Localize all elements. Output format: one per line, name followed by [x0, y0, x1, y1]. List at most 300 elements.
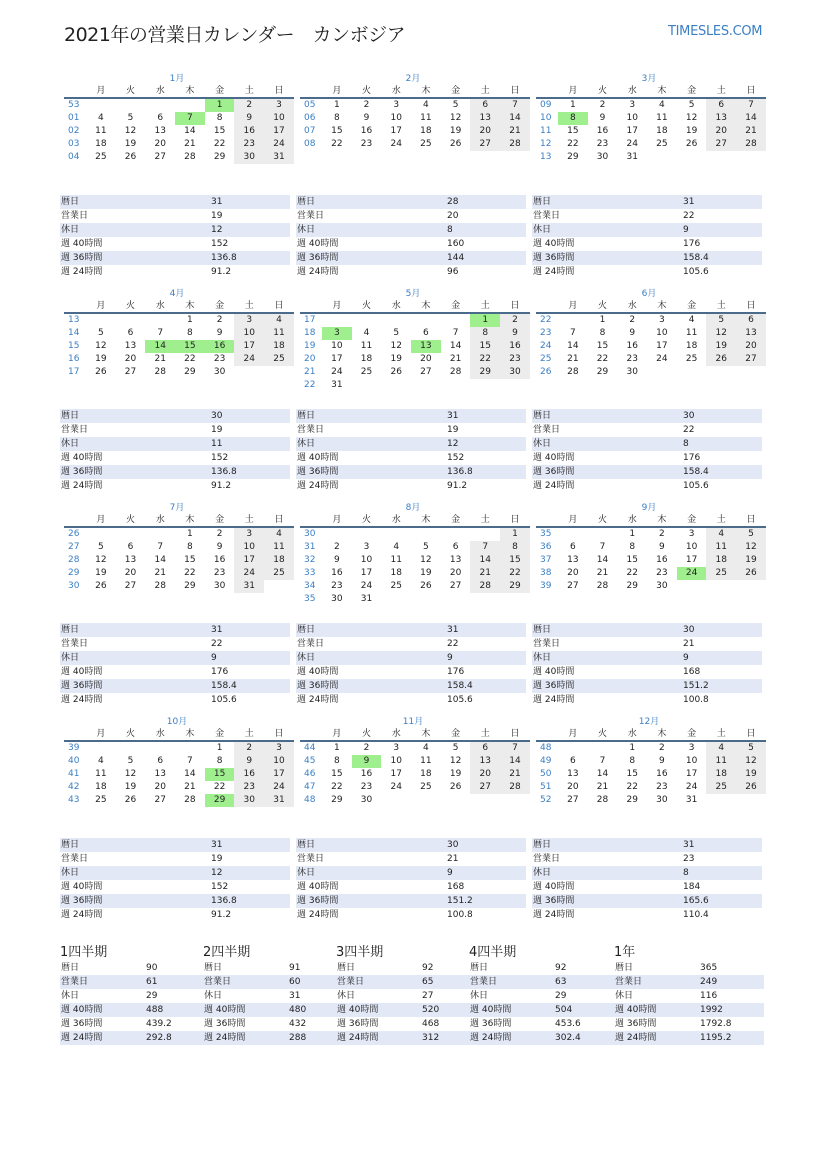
day-cell[interactable]: 26 — [420, 581, 432, 591]
day-cell[interactable]: 29 — [184, 581, 196, 591]
day-cell[interactable]: 9 — [659, 756, 665, 766]
day-cell[interactable]: 7 — [452, 328, 459, 338]
day-cell[interactable]: 6 — [569, 756, 576, 766]
day-cell[interactable]: 14 — [500, 755, 530, 768]
day-cell[interactable]: 13 — [449, 555, 462, 565]
day-cell[interactable]: 21 — [154, 568, 166, 578]
day-cell[interactable]: 12 — [124, 126, 137, 136]
day-cell[interactable]: 11 — [264, 327, 294, 340]
day-cell[interactable]: 3 — [393, 743, 400, 753]
day-cell[interactable]: 24 — [234, 567, 264, 580]
day-cell[interactable]: 25 — [706, 567, 736, 580]
day-cell[interactable]: 27 — [567, 795, 579, 805]
day-cell[interactable]: 15 — [567, 126, 579, 136]
day-cell[interactable]: 14 — [596, 769, 609, 779]
day-cell[interactable]: 11 — [656, 113, 668, 123]
day-cell[interactable]: 17 — [234, 554, 264, 567]
day-cell[interactable]: 18 — [706, 554, 736, 567]
day-cell[interactable]: 12 — [420, 555, 432, 565]
day-cell[interactable]: 24 — [331, 367, 343, 377]
day-cell[interactable]: 31 — [360, 594, 373, 604]
day-cell[interactable]: 2 — [599, 100, 606, 110]
day-cell[interactable]: 18 — [360, 354, 373, 364]
day-cell[interactable]: 13 — [567, 555, 579, 565]
day-cell[interactable]: 7 — [500, 99, 530, 112]
day-cell[interactable]: 22 — [470, 353, 500, 366]
day-cell[interactable]: 8 — [333, 113, 340, 123]
day-cell[interactable]: 1 — [500, 528, 530, 541]
day-cell[interactable]: 29 — [213, 152, 226, 162]
day-cell[interactable]: 26 — [124, 152, 137, 162]
day-cell[interactable]: 16 — [656, 769, 668, 779]
day-cell[interactable]: 13 — [736, 327, 766, 340]
day-cell[interactable]: 14 — [145, 340, 175, 353]
day-cell[interactable]: 28 — [736, 138, 766, 151]
day-cell[interactable]: 23 — [626, 354, 638, 364]
day-cell[interactable]: 30 — [213, 367, 226, 377]
day-cell[interactable]: 9 — [500, 327, 530, 340]
day-cell[interactable]: 5 — [97, 542, 104, 552]
day-cell[interactable]: 9 — [216, 328, 223, 338]
day-cell[interactable]: 27 — [124, 367, 137, 377]
day-cell[interactable]: 4 — [393, 542, 400, 552]
day-cell[interactable]: 22 — [626, 782, 638, 792]
day-cell[interactable]: 8 — [333, 756, 340, 766]
day-cell[interactable]: 15 — [596, 341, 609, 351]
day-cell[interactable]: 9 — [333, 555, 340, 565]
day-cell[interactable]: 9 — [234, 755, 264, 768]
day-cell[interactable]: 19 — [736, 554, 766, 567]
day-cell[interactable]: 11 — [706, 755, 736, 768]
day-cell[interactable]: 23 — [213, 354, 226, 364]
day-cell[interactable]: 12 — [685, 113, 698, 123]
day-cell[interactable]: 3 — [363, 542, 370, 552]
day-cell[interactable]: 15 — [331, 769, 343, 779]
day-cell[interactable]: 19 — [706, 340, 736, 353]
day-cell[interactable]: 21 — [567, 354, 579, 364]
day-cell[interactable]: 20 — [124, 568, 137, 578]
day-cell[interactable]: 23 — [360, 782, 373, 792]
day-cell[interactable]: 5 — [736, 528, 766, 541]
day-cell[interactable]: 13 — [154, 769, 166, 779]
day-cell[interactable]: 18 — [264, 554, 294, 567]
day-cell[interactable]: 15 — [175, 340, 205, 353]
day-cell[interactable]: 16 — [213, 555, 226, 565]
day-cell[interactable]: 7 — [736, 99, 766, 112]
day-cell[interactable]: 21 — [596, 782, 609, 792]
day-cell[interactable]: 31 — [331, 380, 343, 390]
day-cell[interactable]: 29 — [567, 152, 579, 162]
day-cell[interactable]: 7 — [157, 542, 164, 552]
day-cell[interactable]: 1 — [187, 529, 193, 539]
day-cell[interactable]: 30 — [213, 581, 226, 591]
day-cell[interactable]: 29 — [205, 794, 235, 807]
day-cell[interactable]: 24 — [656, 354, 668, 364]
day-cell[interactable]: 22 — [213, 782, 226, 792]
day-cell[interactable]: 31 — [264, 794, 294, 807]
day-cell[interactable]: 5 — [423, 542, 429, 552]
day-cell[interactable]: 28 — [449, 367, 462, 377]
day-cell[interactable]: 12 — [449, 113, 462, 123]
day-cell[interactable]: 6 — [157, 756, 164, 766]
day-cell[interactable]: 8 — [629, 756, 636, 766]
day-cell[interactable]: 17 — [264, 768, 294, 781]
day-cell[interactable]: 26 — [390, 367, 402, 377]
day-cell[interactable]: 19 — [736, 768, 766, 781]
day-cell[interactable]: 10 — [264, 755, 294, 768]
day-cell[interactable]: 19 — [449, 769, 462, 779]
day-cell[interactable]: 13 — [154, 126, 166, 136]
day-cell[interactable]: 4 — [659, 100, 665, 110]
day-cell[interactable]: 9 — [352, 755, 382, 768]
day-cell[interactable]: 31 — [626, 152, 638, 162]
day-cell[interactable]: 12 — [736, 541, 766, 554]
day-cell[interactable]: 7 — [599, 756, 606, 766]
day-cell[interactable]: 4 — [97, 113, 104, 123]
day-cell[interactable]: 6 — [470, 99, 500, 112]
day-cell[interactable]: 23 — [656, 782, 668, 792]
day-cell[interactable]: 15 — [626, 769, 638, 779]
day-cell[interactable]: 19 — [420, 568, 432, 578]
day-cell[interactable]: 2 — [659, 529, 665, 539]
day-cell[interactable]: 27 — [470, 138, 500, 151]
day-cell[interactable]: 13 — [411, 340, 441, 353]
day-cell[interactable]: 10 — [264, 112, 294, 125]
day-cell[interactable]: 19 — [124, 139, 137, 149]
day-cell[interactable]: 14 — [184, 126, 196, 136]
day-cell[interactable]: 24 — [264, 138, 294, 151]
day-cell[interactable]: 15 — [331, 126, 343, 136]
day-cell[interactable]: 14 — [184, 769, 196, 779]
day-cell[interactable]: 19 — [95, 354, 107, 364]
day-cell[interactable]: 8 — [187, 328, 193, 338]
day-cell[interactable]: 29 — [626, 795, 638, 805]
day-cell[interactable]: 20 — [124, 354, 137, 364]
day-cell[interactable]: 6 — [127, 328, 134, 338]
day-cell[interactable]: 16 — [234, 125, 264, 138]
day-cell[interactable]: 7 — [500, 742, 530, 755]
day-cell[interactable]: 3 — [322, 327, 352, 340]
day-cell[interactable]: 4 — [264, 528, 294, 541]
day-cell[interactable]: 11 — [95, 769, 107, 779]
day-cell[interactable]: 26 — [449, 139, 462, 149]
day-cell[interactable]: 11 — [360, 341, 373, 351]
day-cell[interactable]: 27 — [124, 581, 137, 591]
day-cell[interactable]: 17 — [685, 555, 698, 565]
day-cell[interactable]: 18 — [656, 126, 668, 136]
day-cell[interactable]: 10 — [360, 555, 373, 565]
day-cell[interactable]: 26 — [449, 782, 462, 792]
day-cell[interactable]: 24 — [234, 353, 264, 366]
day-cell[interactable]: 8 — [500, 541, 530, 554]
day-cell[interactable]: 21 — [736, 125, 766, 138]
day-cell[interactable]: 15 — [184, 555, 196, 565]
day-cell[interactable]: 12 — [736, 755, 766, 768]
day-cell[interactable]: 4 — [264, 314, 294, 327]
day-cell[interactable]: 20 — [567, 568, 579, 578]
day-cell[interactable]: 2 — [500, 314, 530, 327]
day-cell[interactable]: 24 — [390, 782, 402, 792]
day-cell[interactable]: 23 — [596, 139, 609, 149]
day-cell[interactable]: 3 — [688, 743, 695, 753]
day-cell[interactable]: 1 — [629, 743, 636, 753]
day-cell[interactable]: 2 — [333, 542, 340, 552]
day-cell[interactable]: 18 — [390, 568, 402, 578]
day-cell[interactable]: 18 — [706, 768, 736, 781]
day-cell[interactable]: 28 — [596, 581, 609, 591]
day-cell[interactable]: 7 — [599, 542, 606, 552]
day-cell[interactable]: 8 — [629, 542, 636, 552]
day-cell[interactable]: 10 — [331, 341, 343, 351]
day-cell[interactable]: 28 — [154, 367, 166, 377]
day-cell[interactable]: 16 — [596, 126, 609, 136]
day-cell[interactable]: 9 — [363, 113, 370, 123]
day-cell[interactable]: 3 — [264, 742, 294, 755]
day-cell[interactable]: 5 — [393, 328, 400, 338]
day-cell[interactable]: 8 — [216, 113, 223, 123]
day-cell[interactable]: 25 — [264, 353, 294, 366]
day-cell[interactable]: 19 — [124, 782, 137, 792]
day-cell[interactable]: 2 — [216, 315, 223, 325]
day-cell[interactable]: 10 — [390, 756, 402, 766]
day-cell[interactable]: 29 — [596, 367, 609, 377]
day-cell[interactable]: 7 — [470, 541, 500, 554]
day-cell[interactable]: 1 — [216, 743, 223, 753]
day-cell[interactable]: 1 — [470, 314, 500, 327]
day-cell[interactable]: 25 — [95, 152, 107, 162]
day-cell[interactable]: 17 — [234, 340, 264, 353]
day-cell[interactable]: 14 — [500, 112, 530, 125]
day-cell[interactable]: 22 — [596, 354, 609, 364]
day-cell[interactable]: 10 — [685, 756, 698, 766]
day-cell[interactable]: 22 — [500, 567, 530, 580]
day-cell[interactable]: 1 — [599, 315, 606, 325]
day-cell[interactable]: 24 — [360, 581, 373, 591]
day-cell[interactable]: 12 — [124, 769, 137, 779]
day-cell[interactable]: 25 — [656, 139, 668, 149]
day-cell[interactable]: 20 — [736, 340, 766, 353]
day-cell[interactable]: 28 — [596, 795, 609, 805]
day-cell[interactable]: 15 — [213, 126, 226, 136]
day-cell[interactable]: 28 — [500, 138, 530, 151]
day-cell[interactable]: 15 — [470, 340, 500, 353]
day-cell[interactable]: 4 — [423, 743, 429, 753]
day-cell[interactable]: 30 — [234, 794, 264, 807]
day-cell[interactable]: 26 — [736, 567, 766, 580]
day-cell[interactable]: 23 — [331, 581, 343, 591]
day-cell[interactable]: 1 — [333, 100, 340, 110]
day-cell[interactable]: 16 — [500, 340, 530, 353]
day-cell[interactable]: 25 — [390, 581, 402, 591]
day-cell[interactable]: 30 — [596, 152, 609, 162]
day-cell[interactable]: 12 — [95, 341, 107, 351]
day-cell[interactable]: 26 — [685, 139, 698, 149]
day-cell[interactable]: 4 — [423, 100, 429, 110]
day-cell[interactable]: 27 — [420, 367, 432, 377]
day-cell[interactable]: 13 — [470, 755, 500, 768]
day-cell[interactable]: 27 — [154, 795, 166, 805]
day-cell[interactable]: 4 — [363, 328, 370, 338]
day-cell[interactable]: 21 — [154, 354, 166, 364]
day-cell[interactable]: 9 — [216, 542, 223, 552]
day-cell[interactable]: 17 — [390, 769, 402, 779]
day-cell[interactable]: 16 — [626, 341, 638, 351]
day-cell[interactable]: 15 — [500, 554, 530, 567]
day-cell[interactable]: 23 — [656, 568, 668, 578]
day-cell[interactable]: 2 — [363, 100, 370, 110]
day-cell[interactable]: 14 — [449, 341, 462, 351]
day-cell[interactable]: 22 — [331, 139, 343, 149]
day-cell[interactable]: 4 — [688, 315, 695, 325]
day-cell[interactable]: 29 — [500, 580, 530, 593]
day-cell[interactable]: 1 — [629, 529, 636, 539]
day-cell[interactable]: 1 — [569, 100, 576, 110]
day-cell[interactable]: 27 — [567, 581, 579, 591]
day-cell[interactable]: 20 — [470, 768, 500, 781]
day-cell[interactable]: 1 — [205, 99, 235, 112]
day-cell[interactable]: 3 — [234, 314, 264, 327]
day-cell[interactable]: 3 — [264, 99, 294, 112]
day-cell[interactable]: 20 — [154, 782, 166, 792]
day-cell[interactable]: 5 — [706, 314, 736, 327]
day-cell[interactable]: 14 — [154, 555, 166, 565]
day-cell[interactable]: 11 — [420, 756, 432, 766]
day-cell[interactable]: 4 — [706, 742, 736, 755]
day-cell[interactable]: 21 — [184, 782, 196, 792]
day-cell[interactable]: 30 — [500, 366, 530, 379]
day-cell[interactable]: 30 — [656, 795, 668, 805]
day-cell[interactable]: 9 — [629, 328, 636, 338]
day-cell[interactable]: 31 — [685, 795, 698, 805]
day-cell[interactable]: 5 — [97, 328, 104, 338]
day-cell[interactable]: 16 — [205, 340, 235, 353]
day-cell[interactable]: 16 — [234, 768, 264, 781]
day-cell[interactable]: 8 — [599, 328, 606, 338]
day-cell[interactable]: 4 — [706, 528, 736, 541]
day-cell[interactable]: 7 — [157, 328, 164, 338]
day-cell[interactable]: 13 — [124, 341, 137, 351]
day-cell[interactable]: 6 — [452, 542, 459, 552]
day-cell[interactable]: 18 — [420, 126, 432, 136]
day-cell[interactable]: 17 — [331, 354, 343, 364]
day-cell[interactable]: 25 — [360, 367, 373, 377]
day-cell[interactable]: 21 — [470, 567, 500, 580]
day-cell[interactable]: 28 — [500, 781, 530, 794]
day-cell[interactable]: 26 — [706, 353, 736, 366]
day-cell[interactable]: 12 — [706, 327, 736, 340]
day-cell[interactable]: 27 — [470, 781, 500, 794]
day-cell[interactable]: 16 — [331, 568, 343, 578]
day-cell[interactable]: 29 — [626, 581, 638, 591]
day-cell[interactable]: 28 — [154, 581, 166, 591]
day-cell[interactable]: 18 — [95, 139, 107, 149]
day-cell[interactable]: 18 — [95, 782, 107, 792]
day-cell[interactable]: 3 — [393, 100, 400, 110]
day-cell[interactable]: 18 — [420, 769, 432, 779]
day-cell[interactable]: 17 — [656, 341, 668, 351]
day-cell[interactable]: 6 — [470, 742, 500, 755]
day-cell[interactable]: 5 — [452, 100, 459, 110]
day-cell[interactable]: 28 — [184, 152, 196, 162]
day-cell[interactable]: 29 — [331, 795, 343, 805]
day-cell[interactable]: 2 — [234, 99, 264, 112]
day-cell[interactable]: 21 — [596, 568, 609, 578]
day-cell[interactable]: 10 — [390, 113, 402, 123]
day-cell[interactable]: 16 — [360, 126, 373, 136]
day-cell[interactable]: 14 — [470, 554, 500, 567]
day-cell[interactable]: 28 — [470, 580, 500, 593]
day-cell[interactable]: 11 — [706, 541, 736, 554]
day-cell[interactable]: 22 — [184, 568, 196, 578]
day-cell[interactable]: 18 — [264, 340, 294, 353]
day-cell[interactable]: 11 — [390, 555, 402, 565]
day-cell[interactable]: 7 — [569, 328, 576, 338]
day-cell[interactable]: 6 — [157, 113, 164, 123]
day-cell[interactable]: 27 — [736, 353, 766, 366]
day-cell[interactable]: 20 — [420, 354, 432, 364]
day-cell[interactable]: 23 — [213, 568, 226, 578]
day-cell[interactable]: 12 — [390, 341, 402, 351]
day-cell[interactable]: 23 — [234, 781, 264, 794]
day-cell[interactable]: 3 — [659, 315, 665, 325]
day-cell[interactable]: 12 — [95, 555, 107, 565]
day-cell[interactable]: 27 — [449, 581, 462, 591]
day-cell[interactable]: 1 — [333, 743, 340, 753]
day-cell[interactable]: 5 — [688, 100, 695, 110]
day-cell[interactable]: 4 — [97, 756, 104, 766]
day-cell[interactable]: 10 — [234, 327, 264, 340]
day-cell[interactable]: 3 — [688, 529, 695, 539]
day-cell[interactable]: 22 — [184, 354, 196, 364]
day-cell[interactable]: 30 — [626, 367, 638, 377]
day-cell[interactable]: 20 — [706, 125, 736, 138]
day-cell[interactable]: 23 — [500, 353, 530, 366]
day-cell[interactable]: 17 — [360, 568, 373, 578]
day-cell[interactable]: 17 — [264, 125, 294, 138]
day-cell[interactable]: 6 — [569, 542, 576, 552]
day-cell[interactable]: 10 — [626, 113, 638, 123]
day-cell[interactable]: 27 — [154, 152, 166, 162]
day-cell[interactable]: 26 — [95, 581, 107, 591]
day-cell[interactable]: 28 — [184, 795, 196, 805]
day-cell[interactable]: 23 — [234, 138, 264, 151]
day-cell[interactable]: 7 — [187, 756, 193, 766]
day-cell[interactable]: 1 — [187, 315, 193, 325]
day-cell[interactable]: 5 — [736, 742, 766, 755]
day-cell[interactable]: 9 — [234, 112, 264, 125]
day-cell[interactable]: 13 — [567, 769, 579, 779]
day-cell[interactable]: 11 — [95, 126, 107, 136]
day-cell[interactable]: 19 — [390, 354, 402, 364]
day-cell[interactable]: 8 — [216, 756, 223, 766]
day-cell[interactable]: 21 — [500, 125, 530, 138]
day-cell[interactable]: 2 — [234, 742, 264, 755]
day-cell[interactable]: 31 — [264, 151, 294, 164]
day-cell[interactable]: 9 — [659, 542, 665, 552]
day-cell[interactable]: 6 — [706, 99, 736, 112]
day-cell[interactable]: 6 — [423, 328, 429, 338]
day-cell[interactable]: 6 — [736, 314, 766, 327]
day-cell[interactable]: 2 — [659, 743, 665, 753]
brand-logo[interactable]: TIMESLES.COM — [668, 24, 763, 39]
day-cell[interactable]: 16 — [656, 555, 668, 565]
day-cell[interactable]: 20 — [567, 782, 579, 792]
day-cell[interactable]: 8 — [187, 542, 193, 552]
day-cell[interactable]: 20 — [449, 568, 462, 578]
day-cell[interactable]: 30 — [234, 151, 264, 164]
day-cell[interactable]: 24 — [264, 781, 294, 794]
day-cell[interactable]: 22 — [213, 139, 226, 149]
